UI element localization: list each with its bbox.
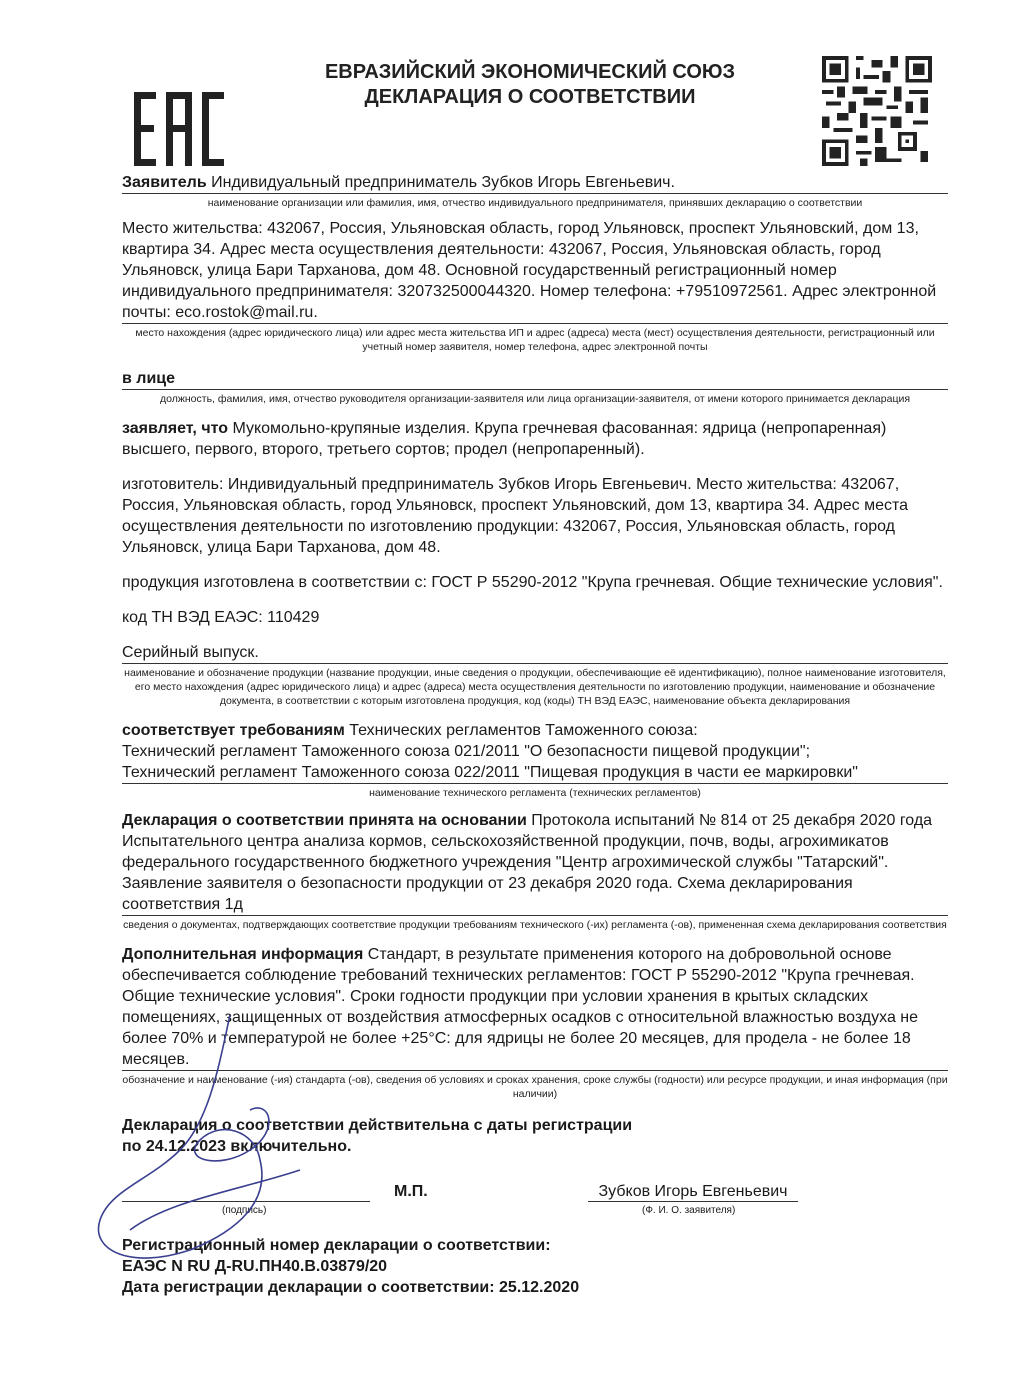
registration-date: 25.12.2020 (499, 1279, 580, 1296)
declaration-body (122, 172, 948, 1298)
eac-logo (134, 92, 224, 166)
document-title: ДЕКЛАРАЦИЯ О СООТВЕТСТВИИ (364, 86, 696, 108)
additional-text: Стандарт, в результате применения которого на добровольной основе обеспечивается соблюдение требований технических регламентов: ГОСТ Р 55290-2012 "Крупа гречневая. Общие технические условия". Сроки годности продукции при условии хранения в крытых складских помещениях, защищенных от воздействия атмосферных осадков с относительной влажностью воздуха не более 70% и температурой не более +25°С: для ядрицы не более 20 месяцев, для продела - не более 18 месяцев. (122, 946, 919, 1068)
additional-label: Дополнительная информация (122, 946, 364, 963)
stamp-place: М.П. (394, 1183, 428, 1200)
union-name: ЕВРАЗИЙСКИЙ ЭКОНОМИЧЕСКИЙ СОЮЗ (324, 61, 736, 83)
basis-text: Протокола испытаний № 814 от 25 декабря 2020 года Испытательного центра анализа кормов, сельскохозяйственной продукции, почв, воды, агрохимикатов федерального государственного бюджетного учреждения "Центр агрохимической службы "Татарский". Заявление заявителя о безопасности продукции от 23 декабря 2020 года. Схема декларирования соответствия 1д (122, 812, 933, 913)
release-type: Серийный выпуск. (122, 642, 948, 664)
name-line (588, 1201, 798, 1202)
person-label: в лице (122, 368, 948, 390)
applicant-caption: наименование организации или фамилия, имя, отчество индивидуального предпринимателя, принявших декларацию о соответствии (207, 197, 863, 209)
product-label: заявляет, что (122, 420, 228, 437)
signature-row (122, 1181, 948, 1221)
compliance-label: соответствует требованиям (122, 722, 345, 739)
name-caption: (Ф. И. О. заявителя) (642, 1205, 736, 1216)
basis-line (122, 810, 948, 916)
document-header (300, 60, 760, 110)
validity-line-1: Декларация о соответствии действительна с даты регистрации (122, 1117, 633, 1134)
signature-caption: (подпись) (222, 1205, 267, 1216)
qr-code (820, 56, 934, 166)
product-line (122, 418, 948, 460)
compliance-line (122, 720, 948, 741)
basis-label: Декларация о соответствии принята на основании (122, 812, 527, 829)
regulation-1: Технический регламент Таможенного союза 021/2011 "О безопасности пищевой продукции"; (122, 743, 811, 760)
additional-line (122, 944, 948, 1071)
regulation-2: Технический регламент Таможенного союза 022/2011 "Пищевая продукция в части ее маркировки" (122, 762, 948, 784)
product-standard: продукция изготовлена в соответствии с: ГОСТ Р 55290-2012 "Крупа гречневая. Общие технические условия". (122, 574, 943, 591)
applicant-label: Заявитель (122, 174, 207, 191)
product-text: Мукомольно-крупяные изделия. Крупа гречневая фасованная: ядрица (непропаренная) высшего, первого, второго, третьего сортов; продел (непропаренный). (122, 420, 887, 458)
address-caption: место нахождения (адрес юридического лица) или адрес места жительства ИП и адрес (адреса) места (мест) осуществления деятельности, регистрационный или учетный номер заявителя, номер телефона, адрес электронной почты (135, 327, 935, 353)
signer-name: Зубков Игорь Евгеньевич (598, 1183, 788, 1200)
registration-date-line (122, 1277, 948, 1298)
compliance-text: Технических регламентов Таможенного союза: (349, 722, 698, 739)
person-caption: должность, фамилия, имя, отчество руководителя организации-заявителя или лица организации-заявителя, от имени которого принимается декларация (159, 393, 911, 405)
hs-code: код ТН ВЭД ЕАЭС: 110429 (122, 609, 320, 626)
basis-caption: сведения о документах, подтверждающих соответствие продукции требованиям технического (-их) регламента (-ов), примененная схема декларирования соответствия (123, 919, 947, 931)
applicant-address: Место жительства: 432067, Россия, Ульяновская область, город Ульяновск, проспект Ульяновский, дом 13, квартира 34. Адрес места осуществления деятельности: 432067, Россия, Ульяновская область, город Ульяновск, улица Бари Тарханова, дом 48. Основной государственный регистрационный номер индивидуального предпринимателя: 320732500044320. Номер телефона: +79510972561. Адрес электронной почты: eco.rostok@mail.ru. (122, 218, 948, 324)
applicant-value: Индивидуальный предприниматель Зубков Игорь Евгеньевич. (211, 174, 675, 191)
compliance-caption: наименование технического регламента (технических регламентов) (369, 787, 701, 799)
registration-number: ЕАЭС N RU Д-RU.ПН40.В.03879/20 (122, 1258, 388, 1275)
registration-number-label: Регистрационный номер декларации о соответствии: (122, 1237, 551, 1254)
registration-date-label: Дата регистрации декларации о соответствии: (122, 1279, 495, 1296)
applicant-line (122, 172, 948, 194)
validity-line-2: по 24.12.2023 включительно. (122, 1138, 352, 1155)
manufacturer: изготовитель: Индивидуальный предприниматель Зубков Игорь Евгеньевич. Место жительства: 432067, Россия, Ульяновская область, город Ульяновск, проспект Ульяновский, дом 13, квартира 34. Адрес места осуществления деятельности по изготовлению продукции: 432067, Россия, Ульяновская область, город Ульяновск, улица Бари Тарханова, дом 48. (122, 476, 909, 556)
additional-caption: обозначение и наименование (-ия) стандарта (-ов), сведения об условиях и сроках хранения, сроке службы (годности) или ресурсе продукции, и иная информация (при наличии) (122, 1074, 948, 1100)
signature-line (122, 1201, 370, 1202)
product-caption: наименование и обозначение продукции (название продукции, иные сведения о продукции, обеспечивающие её идентификацию), полное наименование изготовителя, его место нахождения (адрес юридического лица) и адрес (адреса) места осуществления деятельности по изготовлению продукции, наименование и обозначение документа, в соответствии с которым изготовлена продукция, код (коды) ТН ВЭД ЕАЭС, наименование объекта декларирования (124, 667, 946, 707)
